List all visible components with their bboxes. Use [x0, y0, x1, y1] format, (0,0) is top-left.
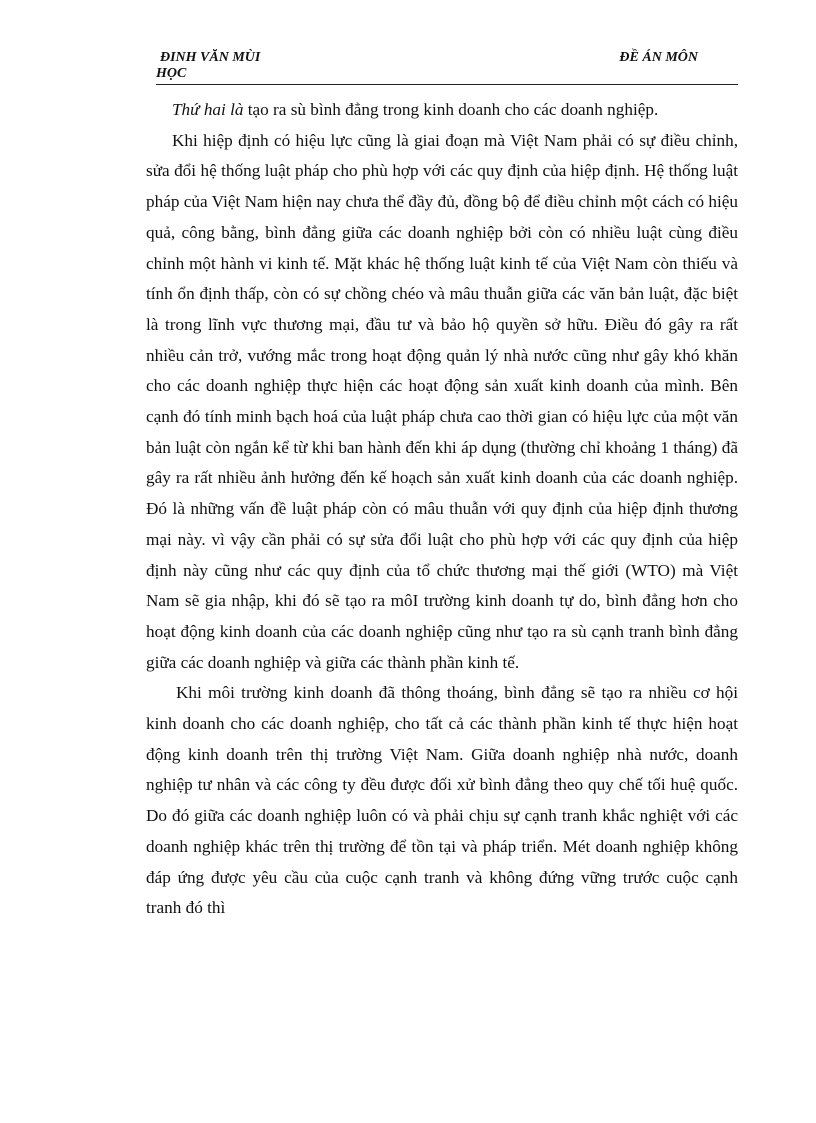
paragraph-1-text: tạo ra sù bình đẳng trong kinh doanh cho các doanh nghiệp. — [243, 100, 659, 119]
paragraph-1-lead: Thứ hai là — [172, 100, 244, 119]
document-body — [146, 95, 738, 924]
page-header — [156, 48, 738, 85]
header-title: ĐỀ ÁN MÔN — [619, 50, 698, 65]
paragraph-1 — [146, 95, 738, 126]
header-author: ĐINH VĂN MÙI — [160, 50, 261, 65]
paragraph-3: Khi môi trường kinh doanh đã thông thoáng, bình đẳng sẽ tạo ra nhiều cơ hội kinh doanh cho các doanh nghiệp, cho tất cả các thành phần kinh tế thực hiện hoạt động kinh doanh trên thị trường Việt Nam. Giữa doanh nghiệp nhà nước, doanh nghiệp tư nhân và các công ty đều được đối xử bình đẳng theo quy chế tối huệ quốc. Do đó giữa các doanh nghiệp luôn có và phải chịu sự cạnh tranh khắc nghiệt với các doanh nghiệp khác trên thị trường để tồn tại và pháp triển. Mét doanh nghiệp không đáp ứng được yêu cầu của cuộc cạnh tranh và không đứng vững trước cuộc cạnh tranh đó thì — [146, 683, 738, 918]
header-author-continued: HỌC — [156, 66, 187, 81]
paragraph-2: Khi hiệp định có hiệu lực cũng là giai đoạn mà Việt Nam phải có sự điều chỉnh, sửa đổi hệ thống luật pháp cho phù hợp với các quy định của hiệp định. Hệ thống luật pháp của Việt Nam hiện nay chưa thể đầy đủ, đồng bộ để điều chỉnh một cách có hiệu quả, công bằng, bình đẳng giữa các doanh nghiệp bởi còn có nhiều luật cùng điều chỉnh một hành vi kinh tế. Mặt khác hệ thống luật kinh tế của Việt Nam còn thiếu và tính ổn định thấp, còn có sự chồng chéo và mâu thuẫn giữa các văn bản luật, đặc biệt là trong lĩnh vực thương mại, đầu tư và bảo hộ quyền sở hữu. Điều đó gây ra rất nhiều cản trở, vướng mắc trong hoạt động quản lý nhà nước cũng như gây khó khăn cho các doanh nghiệp thực hiện các hoạt động sản xuất kinh doanh của mình. Bên cạnh đó tính minh bạch hoá của luật pháp chưa cao thời gian có hiệu lực của một văn bản luật còn ngắn kể từ khi ban hành đến khi áp dụng (thường chỉ khoảng 1 tháng) đã gây ra rất nhiều ảnh hưởng đến kế hoạch sản xuất kinh doanh của các doanh nghiệp. Đó là những vấn đề luật pháp còn có mâu thuẫn với quy định của hiệp định thương mại này. vì vậy cần phải có sự sửa đổi luật cho phù hợp với các quy định của hiệp định này cũng như các quy định của tổ chức thương mại thế giới (WTO) mà Việt Nam sẽ gia nhập, khi đó sẽ tạo ra môI trường kinh doanh tự do, bình đẳng hơn cho hoạt động kinh doanh của các doanh nghiệp cũng như tạo ra sù cạnh tranh bình đẳng giữa các doanh nghiệp và giữa các thành phần kinh tế. — [146, 130, 738, 672]
